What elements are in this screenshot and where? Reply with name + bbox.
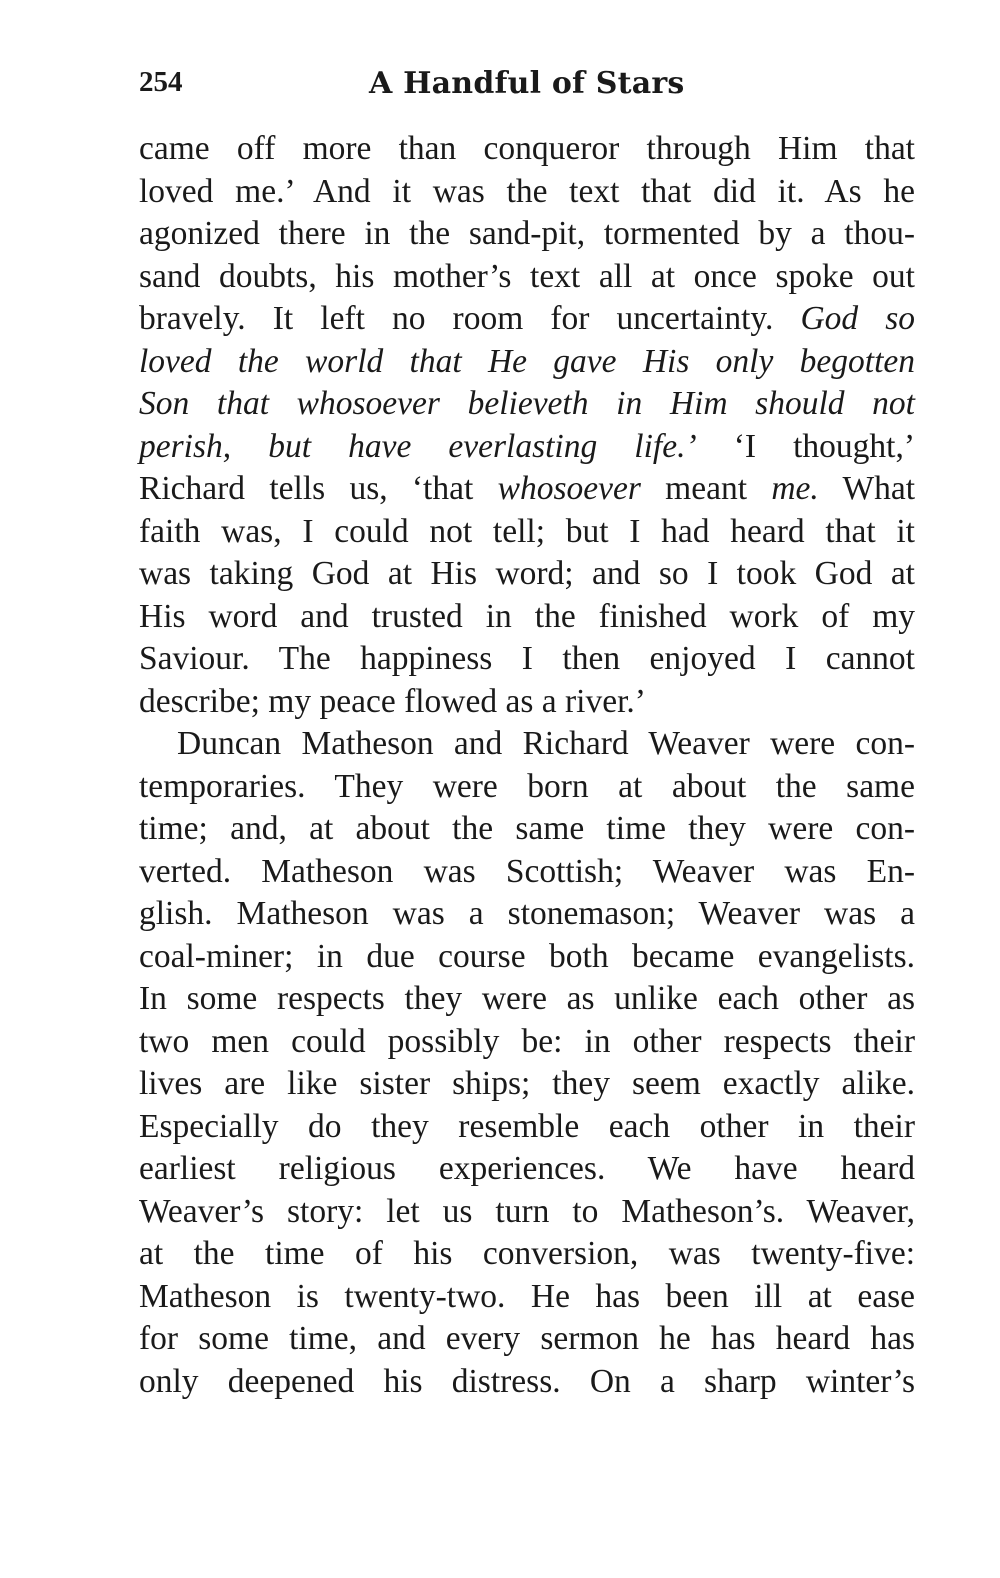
italic-run: me. bbox=[771, 470, 819, 507]
page-header bbox=[139, 66, 915, 106]
text-line: coal-miner; in due course both became evangelists. bbox=[139, 937, 915, 975]
text-line: sand doubts, his mother’s text all at once spoke out bbox=[139, 257, 915, 295]
text-line: lives are like sister ships; they seem exactly alike. bbox=[139, 1065, 915, 1102]
italic-run: loved the world that He gave His only begotten bbox=[139, 342, 915, 380]
body-text bbox=[139, 128, 915, 1403]
text-line: Matheson is twenty-two. He has been ill at ease bbox=[139, 1277, 915, 1315]
text-line bbox=[139, 426, 915, 469]
italic-run: God so bbox=[800, 300, 915, 337]
text-line: glish. Matheson was a stonemason; Weaver was a bbox=[139, 895, 915, 932]
italic-run: perish, but have everlasting life.’ bbox=[139, 427, 697, 465]
text-line bbox=[139, 468, 915, 511]
text-line: In some respects they were as unlike each other as bbox=[139, 980, 915, 1017]
text-line bbox=[139, 298, 915, 341]
italic-run: whosoever bbox=[497, 470, 641, 507]
text-line bbox=[139, 341, 915, 384]
text-line: was taking God at His word; and so I took God at bbox=[139, 555, 915, 592]
running-title: A Handful of Stars bbox=[369, 66, 685, 101]
text-line: two men could possibly be: in other respects their bbox=[139, 1022, 915, 1060]
text-run: ‘I thought,’ bbox=[733, 427, 915, 465]
text-line: Weaver’s story: let us turn to Matheson’s. Weaver, bbox=[139, 1192, 915, 1230]
text-line: came off more than conqueror through Him that bbox=[139, 130, 915, 167]
text-run: meant bbox=[665, 470, 748, 507]
text-line: Saviour. The happiness I then enjoyed I cannot bbox=[139, 640, 915, 677]
text-line: time; and, at about the same time they were con- bbox=[139, 810, 915, 847]
text-line: loved me.’ And it was the text that did it. As he bbox=[139, 172, 915, 210]
text-run: What bbox=[842, 470, 915, 507]
text-run: Richard tells us, ‘that bbox=[139, 470, 474, 507]
text-line: temporaries. They were born at about the same bbox=[139, 767, 915, 805]
italic-run: Son that whosoever believeth in Him should not bbox=[139, 385, 915, 422]
text-line: at the time of his conversion, was twenty-five: bbox=[139, 1235, 915, 1272]
text-line: earliest religious experiences. We have heard bbox=[139, 1150, 915, 1187]
text-run: bravely. It left no room for uncertainty. bbox=[139, 300, 774, 337]
paragraph-first-line: Duncan Matheson and Richard Weaver were con- bbox=[177, 725, 915, 762]
text-line: His word and trusted in the finished work of my bbox=[139, 597, 915, 635]
text-line: describe; my peace flowed as a river.’ bbox=[139, 682, 646, 720]
page-number: 254 bbox=[139, 66, 183, 98]
text-line: Especially do they resemble each other in their bbox=[139, 1107, 915, 1145]
text-line: faith was, I could not tell; but I had heard that it bbox=[139, 512, 915, 550]
text-line bbox=[139, 383, 915, 426]
text-line: verted. Matheson was Scottish; Weaver was En- bbox=[139, 852, 915, 890]
text-line: for some time, and every sermon he has heard has bbox=[139, 1320, 915, 1357]
text-line: only deepened his distress. On a sharp winter’s bbox=[139, 1362, 915, 1400]
text-line: agonized there in the sand-pit, tormented by a thou- bbox=[139, 215, 915, 252]
